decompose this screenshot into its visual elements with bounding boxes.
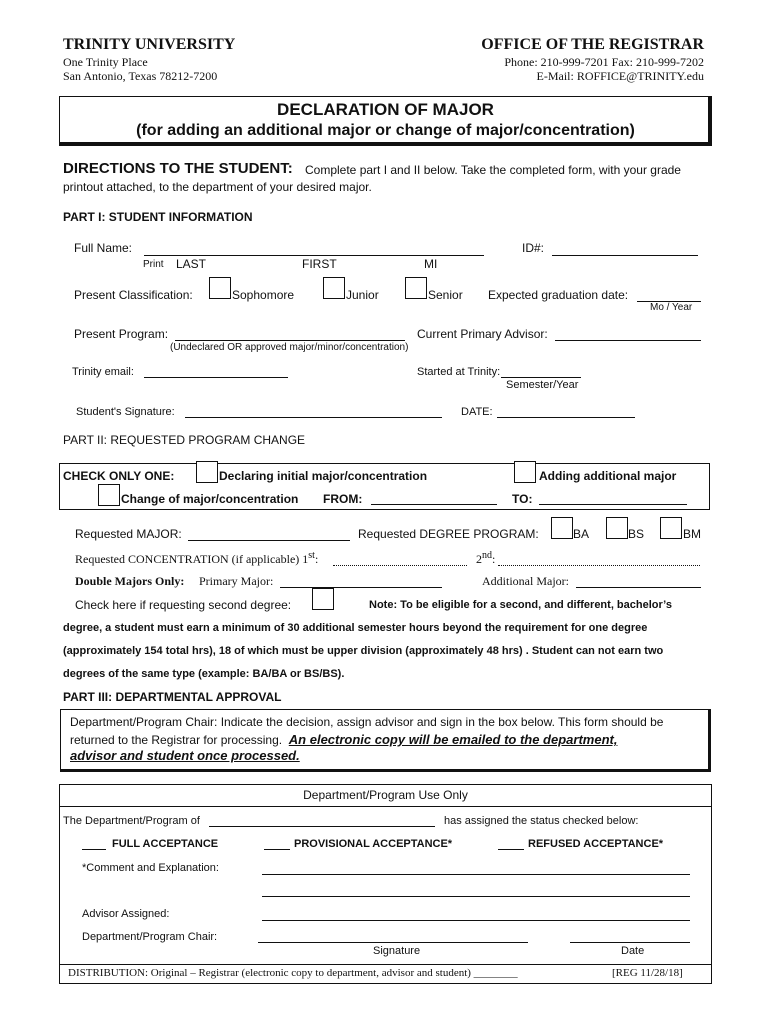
- electronic-copy-note: An electronic copy will be emailed to the department,: [288, 732, 618, 747]
- requested-major-field[interactable]: [188, 540, 350, 541]
- directions-heading: DIRECTIONS TO THE STUDENT:: [63, 160, 293, 177]
- sophomore-checkbox[interactable]: [209, 277, 231, 299]
- mi-label: MI: [424, 257, 438, 271]
- declaring-checkbox[interactable]: [196, 461, 218, 483]
- form-revision: [REG 11/28/18]: [612, 967, 683, 979]
- to-field[interactable]: [539, 504, 687, 505]
- from-label: FROM:: [323, 492, 363, 506]
- first-suffix: st: [308, 550, 315, 561]
- started-field[interactable]: [501, 377, 581, 378]
- comment-field-2[interactable]: [262, 896, 690, 897]
- chair-label: Department/Program Chair:: [82, 931, 218, 943]
- department-use-heading: Department/Program Use Only: [303, 788, 468, 802]
- part3-heading: PART III: DEPARTMENTAL APPROVAL: [63, 690, 282, 704]
- instructions-line-3: advisor and student once processed.: [70, 748, 300, 763]
- provisional-acceptance-label: PROVISIONAL ACCEPTANCE*: [294, 838, 453, 850]
- concentration-label-text: Requested CONCENTRATION (if applicable) 1: [75, 552, 309, 566]
- signature-caption: Signature: [373, 945, 421, 957]
- directions-text-2: printout attached, to the department of your desired major.: [63, 180, 372, 194]
- full-name-label: Full Name:: [74, 241, 133, 255]
- requested-degree-label: Requested DEGREE PROGRAM:: [358, 527, 539, 541]
- second-suffix: nd: [482, 550, 492, 561]
- refused-acceptance-label: REFUSED ACCEPTANCE*: [528, 838, 664, 850]
- bm-label: BM: [683, 527, 701, 541]
- bm-checkbox[interactable]: [660, 517, 682, 539]
- semester-year-label: Semester/Year: [506, 379, 579, 391]
- concentration-2-field[interactable]: [498, 565, 700, 566]
- primary-major-label: Primary Major:: [199, 574, 274, 588]
- form-title: DECLARATION OF MAJOR: [277, 100, 494, 119]
- note-line-4: degrees of the same type (example: BA/BA or BS/BS).: [63, 668, 345, 680]
- office-phone: Phone: 210-999-7201 Fax: 210-999-7202: [504, 55, 704, 69]
- refused-acceptance-mark[interactable]: [498, 849, 524, 850]
- bs-checkbox[interactable]: [606, 517, 628, 539]
- second-degree-label: Check here if requesting second degree:: [75, 598, 292, 612]
- started-label: Started at Trinity:: [417, 366, 501, 378]
- adding-checkbox[interactable]: [514, 461, 536, 483]
- address-line-2: San Antonio, Texas 78212-7200: [63, 69, 218, 83]
- trinity-email-label: Trinity email:: [72, 366, 134, 378]
- distribution-divider: [59, 964, 712, 965]
- print-label: Print: [143, 259, 164, 270]
- part2-heading: PART II: REQUESTED PROGRAM CHANGE: [63, 433, 306, 447]
- advisor-assigned-label: Advisor Assigned:: [82, 908, 170, 920]
- senior-checkbox[interactable]: [405, 277, 427, 299]
- grad-date-label: Expected graduation date:: [488, 288, 629, 302]
- advisor-label: Current Primary Advisor:: [417, 327, 548, 341]
- junior-label: Junior: [346, 288, 379, 302]
- chair-signature-field[interactable]: [258, 942, 528, 943]
- advisor-field[interactable]: [555, 340, 701, 341]
- primary-major-field[interactable]: [280, 587, 442, 588]
- additional-major-field[interactable]: [576, 587, 701, 588]
- note-line-3: (approximately 154 total hrs), 18 of which must be upper division (approximately 48 hrs) . Student can not earn two: [63, 645, 664, 657]
- last-label: LAST: [176, 257, 207, 271]
- first-label: FIRST: [302, 257, 337, 271]
- office-name: OFFICE OF THE REGISTRAR: [481, 36, 704, 53]
- id-field[interactable]: [552, 255, 698, 256]
- full-acceptance-label: FULL ACCEPTANCE: [112, 838, 219, 850]
- date-caption: Date: [621, 945, 645, 957]
- classification-label: Present Classification:: [74, 288, 193, 302]
- sophomore-label: Sophomore: [232, 288, 295, 302]
- junior-checkbox[interactable]: [323, 277, 345, 299]
- instructions-line-2: [70, 732, 617, 747]
- department-use-divider: [59, 806, 712, 807]
- provisional-acceptance-mark[interactable]: [264, 849, 290, 850]
- from-field[interactable]: [371, 504, 497, 505]
- university-name: TRINITY UNIVERSITY: [63, 36, 236, 53]
- mo-year-label: Mo / Year: [650, 302, 693, 313]
- check-one-label: CHECK ONLY ONE:: [63, 469, 175, 483]
- full-name-field[interactable]: [144, 255, 484, 256]
- note-line-2: degree, a student must earn a minimum of 30 additional semester hours beyond the requirement for one degree: [63, 622, 648, 634]
- trinity-email-field[interactable]: [144, 377, 288, 378]
- ba-label: BA: [573, 527, 590, 541]
- date-field[interactable]: [497, 417, 635, 418]
- department-of-field[interactable]: [209, 826, 435, 827]
- present-program-field[interactable]: [175, 340, 405, 341]
- address-line-1: One Trinity Place: [63, 55, 148, 69]
- additional-major-label: Additional Major:: [482, 574, 569, 588]
- present-program-label: Present Program:: [74, 327, 169, 341]
- signature-label: Student's Signature:: [76, 406, 175, 418]
- change-checkbox[interactable]: [98, 484, 120, 506]
- requested-concentration-label: Requested CONCENTRATION (if applicable) 1st:: [75, 550, 319, 566]
- comment-field-1[interactable]: [262, 874, 690, 875]
- office-email: E-Mail: ROFFICE@TRINITY.edu: [536, 69, 704, 83]
- ba-checkbox[interactable]: [551, 517, 573, 539]
- requested-major-label: Requested MAJOR:: [75, 527, 182, 541]
- instructions-line-1: Department/Program Chair: Indicate the decision, assign advisor and sign in the box below. This form should be: [70, 715, 664, 729]
- double-majors-label: Double Majors Only:: [75, 574, 185, 588]
- bs-label: BS: [628, 527, 645, 541]
- full-acceptance-mark[interactable]: [82, 849, 106, 850]
- note-line-1: Note: To be eligible for a second, and different, bachelor’s: [369, 599, 672, 611]
- advisor-assigned-field[interactable]: [262, 920, 690, 921]
- declaring-label: Declaring initial major/concentration: [219, 469, 428, 483]
- second-number: 2: [476, 552, 482, 566]
- part1-heading: PART I: STUDENT INFORMATION: [63, 210, 253, 224]
- assigned-status-label: has assigned the status checked below:: [444, 815, 639, 827]
- concentration-1-field[interactable]: [333, 565, 467, 566]
- date-label: DATE:: [461, 406, 493, 418]
- directions-text-1: Complete part I and II below. Take the completed form, with your grade: [305, 163, 681, 177]
- id-label: ID#:: [522, 241, 545, 255]
- comment-label: *Comment and Explanation:: [82, 862, 219, 874]
- chair-date-field[interactable]: [570, 942, 690, 943]
- to-label: TO:: [512, 492, 533, 506]
- senior-label: Senior: [428, 288, 463, 302]
- present-program-note: (Undeclared OR approved major/minor/concentration): [170, 342, 409, 353]
- form-subtitle: (for adding an additional major or change of major/concentration): [136, 122, 635, 139]
- distribution-text: DISTRIBUTION: Original – Registrar (electronic copy to department, advisor and student) ________: [68, 967, 518, 979]
- concentration-2-label: 2nd:: [476, 550, 496, 566]
- adding-label: Adding additional major: [539, 469, 677, 483]
- signature-field[interactable]: [185, 417, 442, 418]
- second-degree-checkbox[interactable]: [312, 588, 334, 610]
- change-label: Change of major/concentration: [121, 492, 299, 506]
- instructions-line-2-text: returned to the Registrar for processing.: [70, 733, 283, 747]
- department-of-label: The Department/Program of: [63, 815, 200, 827]
